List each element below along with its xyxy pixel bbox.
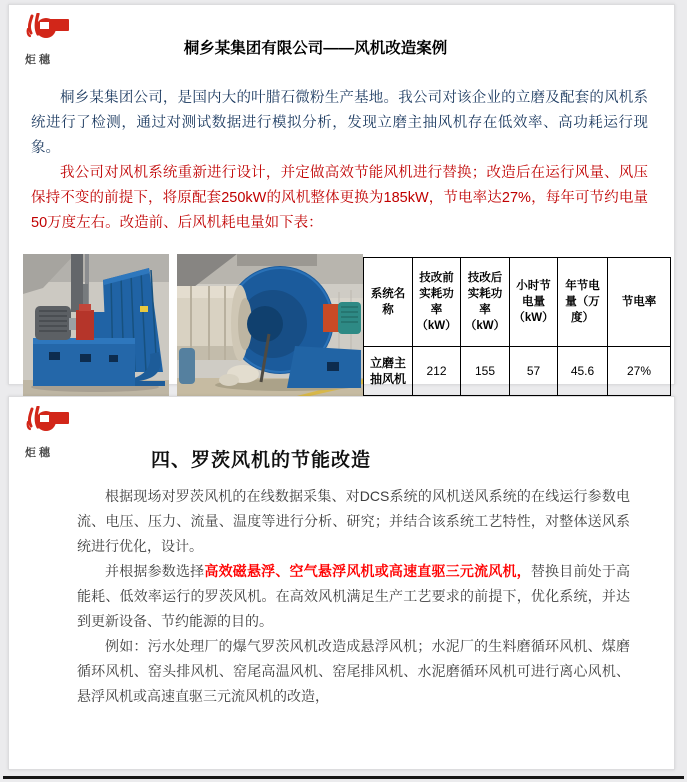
table-cell: 155 (461, 347, 510, 396)
text-segment: 并根据参数选择 (105, 563, 205, 579)
table-cell: 27% (608, 347, 671, 396)
torch-flame-icon (25, 13, 71, 47)
table-header-row (364, 258, 671, 347)
page1-body (9, 86, 674, 236)
table-cell: 212 (413, 347, 461, 396)
company-logo (25, 13, 85, 67)
table-cell: 45.6 (558, 347, 608, 396)
table-row (364, 347, 671, 396)
table-header: 技改后实耗功率（kW） (461, 258, 510, 347)
document-page-1[interactable] (8, 4, 675, 385)
table-header: 节电率 (608, 258, 671, 347)
paragraph-result: 我公司对风机系统重新进行设计，并定做高效节能风机进行替换；改造后在运行风量、风压保持不变的前提下，将原配套250kW的风机整体更换为185kW，节电率达27%，每年可节约电量50万度左右。改造前、后风机耗电量如下表： (31, 165, 648, 231)
paragraph-analysis: 根据现场对罗茨风机的在线数据采集、对DCS系统的风机送风系统的在线运行参数电流、电压、压力、流量、温度等进行分析、研究；并结合该系统工艺特性，对整体送风系统进行优化，设计。 (77, 488, 630, 554)
fan-photo-before (23, 254, 169, 398)
logo-text: 炬穗 (25, 54, 53, 66)
window-bottom-edge (3, 776, 684, 779)
page-title: 桐乡某集团有限公司——风机改造案例 (183, 40, 448, 57)
paragraph-examples: 例如：污水处理厂的爆气罗茨风机改造成悬浮风机；水泥厂的生料磨循环风机、煤磨循环风机、窑头排风机、窑尾高温风机、窑尾排风机、水泥磨循环风机可进行离心风机、悬浮风机或高速直驱三元流风机的改造， (77, 638, 630, 704)
text-segment: 替换目前处于高能耗、低效率运行的罗茨风机。在高效风机满足生产工艺要求的前提下，优化系统，并达到更新设备、节约能源的目的。 (77, 563, 631, 629)
document-page-2[interactable] (8, 396, 675, 770)
table-cell: 57 (510, 347, 558, 396)
table-header: 小时节电量（kW） (510, 258, 558, 347)
paragraph-selection (77, 559, 630, 634)
fan-photo-after (177, 254, 363, 398)
logo-text: 炬穗 (25, 447, 53, 459)
energy-comparison-table (363, 257, 671, 396)
paragraph-intro: 桐乡某集团公司，是国内大的叶腊石微粉生产基地。我公司对该企业的立磨及配套的风机系统进行了检测，通过对测试数据进行模拟分析，发现立磨主抽风机存在低效率、高功耗运行现象。 (31, 90, 648, 156)
table-cell-system-name: 立磨主抽风机 (364, 347, 413, 396)
highlighted-text: 高效磁悬浮、空气悬浮风机或高速直驱三元流风机， (204, 563, 531, 579)
table-header: 系统名称 (364, 258, 413, 347)
torch-flame-icon (25, 406, 71, 440)
figure-row (9, 250, 674, 402)
company-logo (25, 406, 85, 460)
table-header: 年节电量（万度） (558, 258, 608, 347)
page2-body (9, 484, 674, 709)
section-heading: 四、罗茨风机的节能改造 (151, 450, 372, 471)
table-header: 技改前实耗功率（kW） (413, 258, 461, 347)
